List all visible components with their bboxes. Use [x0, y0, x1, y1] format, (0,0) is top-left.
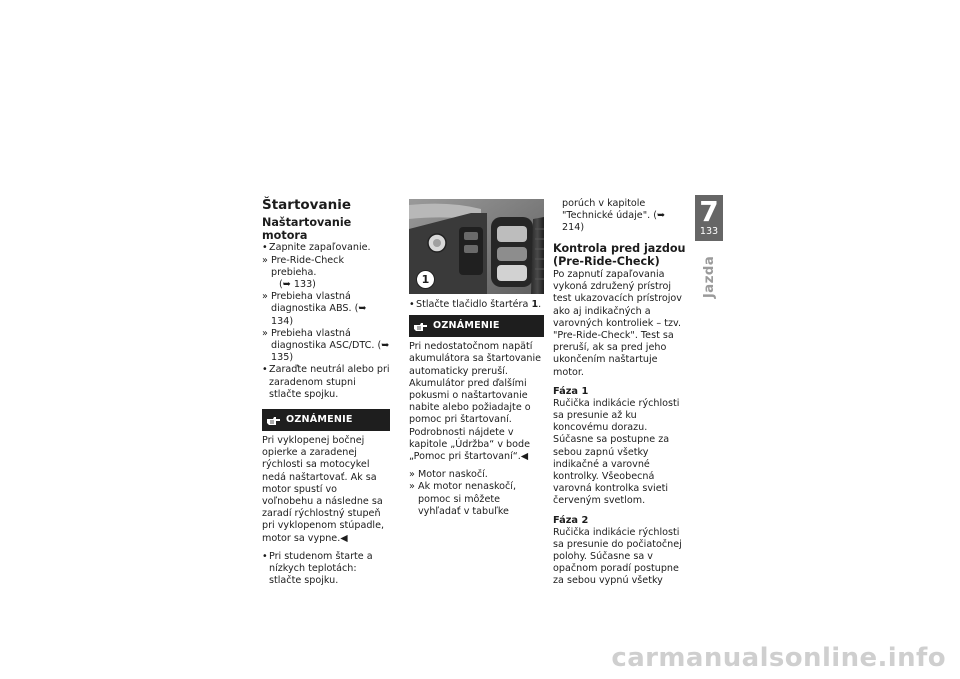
page-ref[interactable]: 134 [271, 315, 290, 327]
pre-ride-check-intro: Po zapnutí zapaľovania vykoná združený prístroj test ukazovacích prístrojov ako aj indikačných a varovných kontroliek – tzv. "Pre-Ride-Check". Test sa preruší, ak sa pred jeho ukončením naštartuje motor. [553, 269, 682, 378]
list-text: Stlačte tlačidlo štartéra 1. [416, 299, 542, 310]
bullet-marker: • [262, 242, 268, 254]
bullet-marker: • [409, 299, 415, 310]
note-label: OZNÁMENIE [286, 413, 353, 425]
note-text: Pri vyklopenej bočnej opierke a zaradenej rýchlosti sa motocykel nedá naštartovať. Ak sa motor spustí vo voľnobehu a následne sa zaradí rýchlostný stupeň pri vyklopenom stúpadle, motor sa vypne.◀ [262, 435, 385, 544]
list-text: Ak motor nenaskočí, pomoc si môžete vyhľadať v tabuľke [418, 481, 517, 517]
ref-arrow-icon: ➥ [656, 210, 666, 222]
bullet-marker: • [262, 550, 268, 562]
list-text: Prebieha vlastná diagnostika ASC/DTC. (➥ 135) [271, 327, 390, 364]
result-marker: » [262, 254, 268, 266]
phase-2-title: Fáza 2 [553, 514, 589, 526]
phase-2-text: Ručička indikácie rýchlosti sa presunie do počiatočnej polohy. Súčasne sa v opačnom poradí postupne za sebou vypnú všetky [553, 526, 682, 587]
list-item [409, 481, 544, 518]
list-text: Prebieha vlastná diagnostika ABS. (➥ 134) [271, 291, 367, 327]
section-title: Štartovanie [262, 197, 351, 213]
ref-arrow-icon: ➥ [282, 279, 291, 291]
result-marker: » [409, 481, 415, 493]
page-number: 133 [699, 226, 719, 237]
chapter-tab [695, 195, 723, 241]
page-ref[interactable]: 133 [293, 279, 313, 291]
list-item [409, 469, 544, 481]
page-ref[interactable]: 135 [271, 352, 290, 364]
callout-number: 1 [531, 299, 539, 310]
column-1 [262, 216, 390, 587]
note-text: Pri nedostatočnom napätí akumulátora sa štartovanie automaticky preruší. Akumulátor pred ďalšími pokusmi o naštartovanie nabite alebo požiadajte o pomoc pri štartovaní. [409, 341, 542, 426]
list-text: Motor naskočí. [418, 469, 488, 481]
phase-1-text: Ručička indikácie rýchlosti sa presunie až ku koncovému dorazu. Súčasne sa postupne za sebou zapnú všetky indikačné a varovné kontrolky. Všeobecná varovná kontrolka svieti červeným svetlom. [553, 397, 680, 507]
continued-text: porúch v kapitole "Technické údaje". (➥ 214) [562, 198, 666, 234]
list-text: Pri studenom štarte a nízkych teplotách: stlačte spojku. [269, 550, 373, 587]
ref-arrow-icon: ➥ [381, 340, 390, 352]
column-3 [553, 198, 689, 588]
list-item [262, 364, 390, 401]
note-header [262, 409, 390, 431]
hand-note-icon [413, 319, 428, 333]
column-2 [409, 299, 544, 518]
list-item [262, 291, 390, 328]
list-item [262, 242, 390, 254]
chapter-number: 7 [699, 195, 719, 228]
figure-callout: 1 [416, 270, 435, 289]
list-item [262, 328, 390, 365]
list-item [262, 551, 390, 588]
subheading-pre-ride-check: Kontrola pred jazdou (Pre-Ride-Check) [553, 241, 686, 268]
hand-note-icon [266, 413, 281, 427]
result-marker: » [262, 327, 268, 339]
phase-1-title: Fáza 1 [553, 385, 589, 397]
result-marker: » [409, 469, 415, 481]
list-text: Zaraďte neutrál alebo pri zaradenom stupni stlačte spojku. [269, 364, 390, 400]
ref-arrow-icon: ➥ [358, 303, 367, 315]
note-header [409, 315, 544, 337]
list-item [409, 299, 544, 311]
result-marker: » [262, 291, 268, 303]
list-item [262, 255, 390, 292]
note-text-reference: Podrobnosti nájdete v kapitole „Údržba“ v bode „Pomoc pri štartovaní“.◀ [409, 426, 530, 463]
watermark: carmanualsonline.info [611, 643, 946, 673]
page-ref[interactable]: 214 [562, 222, 581, 234]
chapter-title: Jazda [701, 255, 717, 299]
note-label: OZNÁMENIE [433, 320, 500, 332]
list-text: Pre-Ride-Check prebieha. (➥ 133) [271, 254, 345, 291]
bullet-marker: • [262, 364, 268, 376]
subheading-starting: Naštartovanie motora [262, 216, 352, 243]
list-text: Zapnite zapaľovanie. [269, 242, 371, 254]
